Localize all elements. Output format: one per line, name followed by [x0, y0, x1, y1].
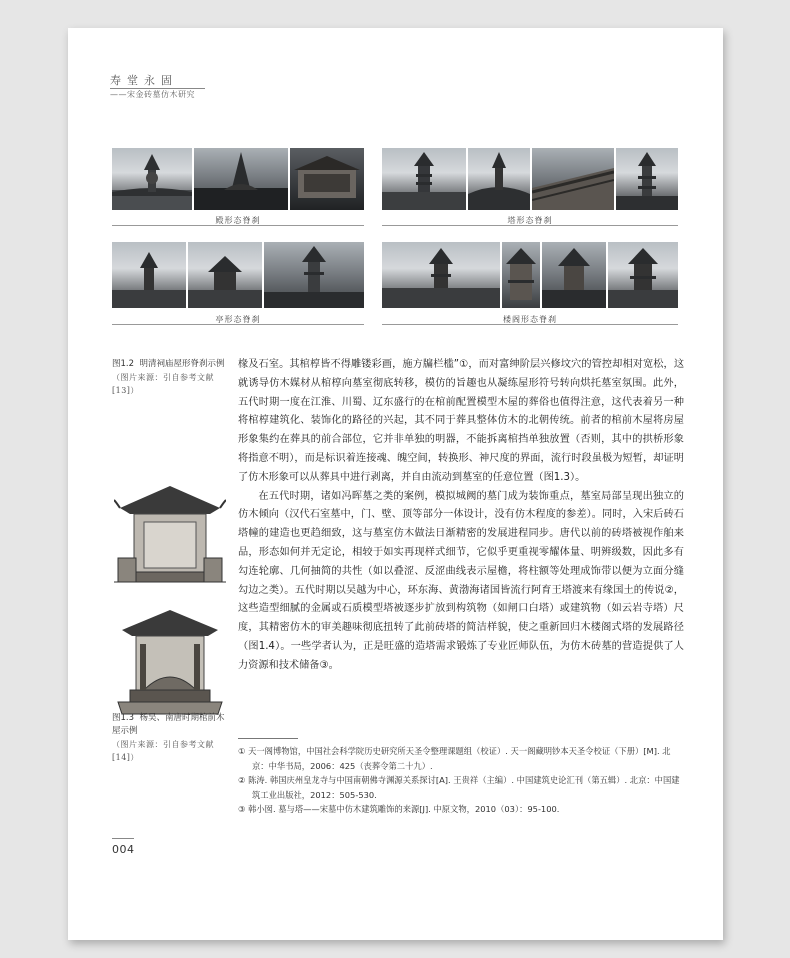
caption-louge: 楼阁形态脊刹 [503, 315, 557, 324]
figure-1-2-caption [112, 358, 227, 397]
footnote-1: ① 天一阁博物馆，中国社会科学院历史研究所天圣令整理课题组（校证）. 天一阁藏明钞本天圣令校证（下册）[M]. 北京：中华书局，2006：425（丧葬令第二十九）. [238, 746, 671, 771]
running-header-subtitle: ——宋金砖墓仿木研究 [110, 90, 195, 99]
photo-ta-2 [468, 148, 530, 210]
caption-dian: 殿形态脊刹 [215, 216, 261, 225]
footnote-rule [238, 738, 298, 739]
photo-ta-1 [382, 148, 466, 210]
figure-1-2-title: 明清祠庙屋形脊刹示例 [139, 359, 225, 369]
body-paragraph-2: 在五代时期，诸如冯晖墓之类的案例，模拟城阙的墓门成为装饰重点，墓室局部呈现出独立的仿木倾向（汉代石室墓中，门、壁、顶等部分一体设计，没有仿木程度的参差）。同时，入宋后砖石塔幢的建造也更趋细致，这与墓室仿木做法日渐精密的发展进程同步。唐代以前的砖塔被视作舶来品，形态如何并无定论，相较于如实再现样式细节，它似乎更重视零耀体量、明辨级数，因此多有勾连轮廓、几何抽简的共性（如以叠涩、反涩曲线表示屋檐，将柱额等处理成饰带以便为立面分缝勾边之类）。五代时期以吴越为中心，环东海、黄渤海诸国皆流行阿育王塔渡来有缘国土的传说②，这些造型细腻的金属或石质模型塔被逐步扩放到构筑物（如闸口白塔）或建筑物（如云岩寺塔）尺度，其精密仿木的审美趣味彻底扭转了此前砖塔的简洁样貌，使之重新回归木楼阁式塔的发展路径（图1.4）。一些学者认为，正是旺盛的造塔需求锻炼了专业匠师队伍，为仿木砖墓的营造提供了人力资源和技术储备③。 [238, 490, 684, 671]
body-paragraph-1: 椽及石室。其棺椁皆不得雕镂彩画，施方牖栏槛”①，而对富绅阶层兴修坟穴的管控却相对宽松，这就诱导仿木媒材从棺椁向墓室彻底转移，模仿的旨趣也从凝练屋形符号转向烘托墓室氛围。此外，五代时期一度在江淮、川蜀、辽东盛行的在棺前配置模型木屋的葬俗也值得注意，这代表着另一种将棺椁建筑化、装饰化的路径的兴起，其不同于葬具整体仿木的北朝传统。前者的棺前木屋将房屋形象集约在葬具的前合部位，它并非单独的明器，不能拆离棺挡单独放置（否则，其中的拱桥形象将指意不明），而是标识着连接魂、魄空间，转换形、神尺度的界面，流行时段虽极为短暂，却证明了仿木形象可以从葬具中进行剥离，并自由流动到墓室的任意位置（图1.3）。 [238, 359, 684, 483]
photo-louge-3 [542, 242, 606, 308]
photo-louge-2 [502, 242, 540, 308]
running-header-title: 寿堂永固 [110, 74, 178, 87]
page-number: 004 [112, 843, 135, 856]
figure-1-3-label: 图1.3 [112, 713, 135, 723]
caption-ta: 塔形态脊刹 [507, 216, 553, 225]
illustration-wooden-house-1 [114, 480, 226, 600]
photo-ta-3 [532, 148, 614, 210]
photo-dian-2 [194, 148, 288, 210]
photo-dian-3 [290, 148, 364, 210]
photo-louge-1 [382, 242, 500, 308]
footnote-2: ② 陈涛. 韩国庆州皇龙寺与中国南朝佛寺渊源关系探讨[A]. 王贵祥（主编）. 中国建筑史论汇刊（第五辑）. 北京：中国建筑工业出版社，2012：505-530. [238, 775, 680, 800]
figure-1-3-title: 杨吴、南唐时期棺前木屋示例 [112, 713, 225, 736]
book-page [68, 28, 723, 940]
photo-dian-1 [112, 148, 192, 210]
photo-ta-4 [616, 148, 678, 210]
caption-ting: 亭形态脊刹 [215, 315, 261, 324]
figure-1-3-source: （图片来源：引自参考文献[14]） [112, 740, 214, 762]
illustration-wooden-house-2 [114, 606, 226, 724]
footnotes [238, 744, 684, 817]
photo-ting-2 [188, 242, 262, 308]
figure-1-2-source: （图片来源：引自参考文献[13]） [112, 373, 214, 395]
figure-1-2-label: 图1.2 [112, 359, 135, 369]
body-text [238, 356, 684, 676]
photo-louge-4 [608, 242, 678, 308]
figure-1-3-caption [112, 712, 227, 764]
photo-ting-1 [112, 242, 186, 308]
photo-ting-3 [264, 242, 364, 308]
footnote-3: ③ 韩小囡. 墓与塔——宋墓中仿木建筑雕饰的来源[J]. 中原文物，2010（03）：95-100. [238, 804, 560, 815]
page-number-rule [112, 838, 134, 839]
